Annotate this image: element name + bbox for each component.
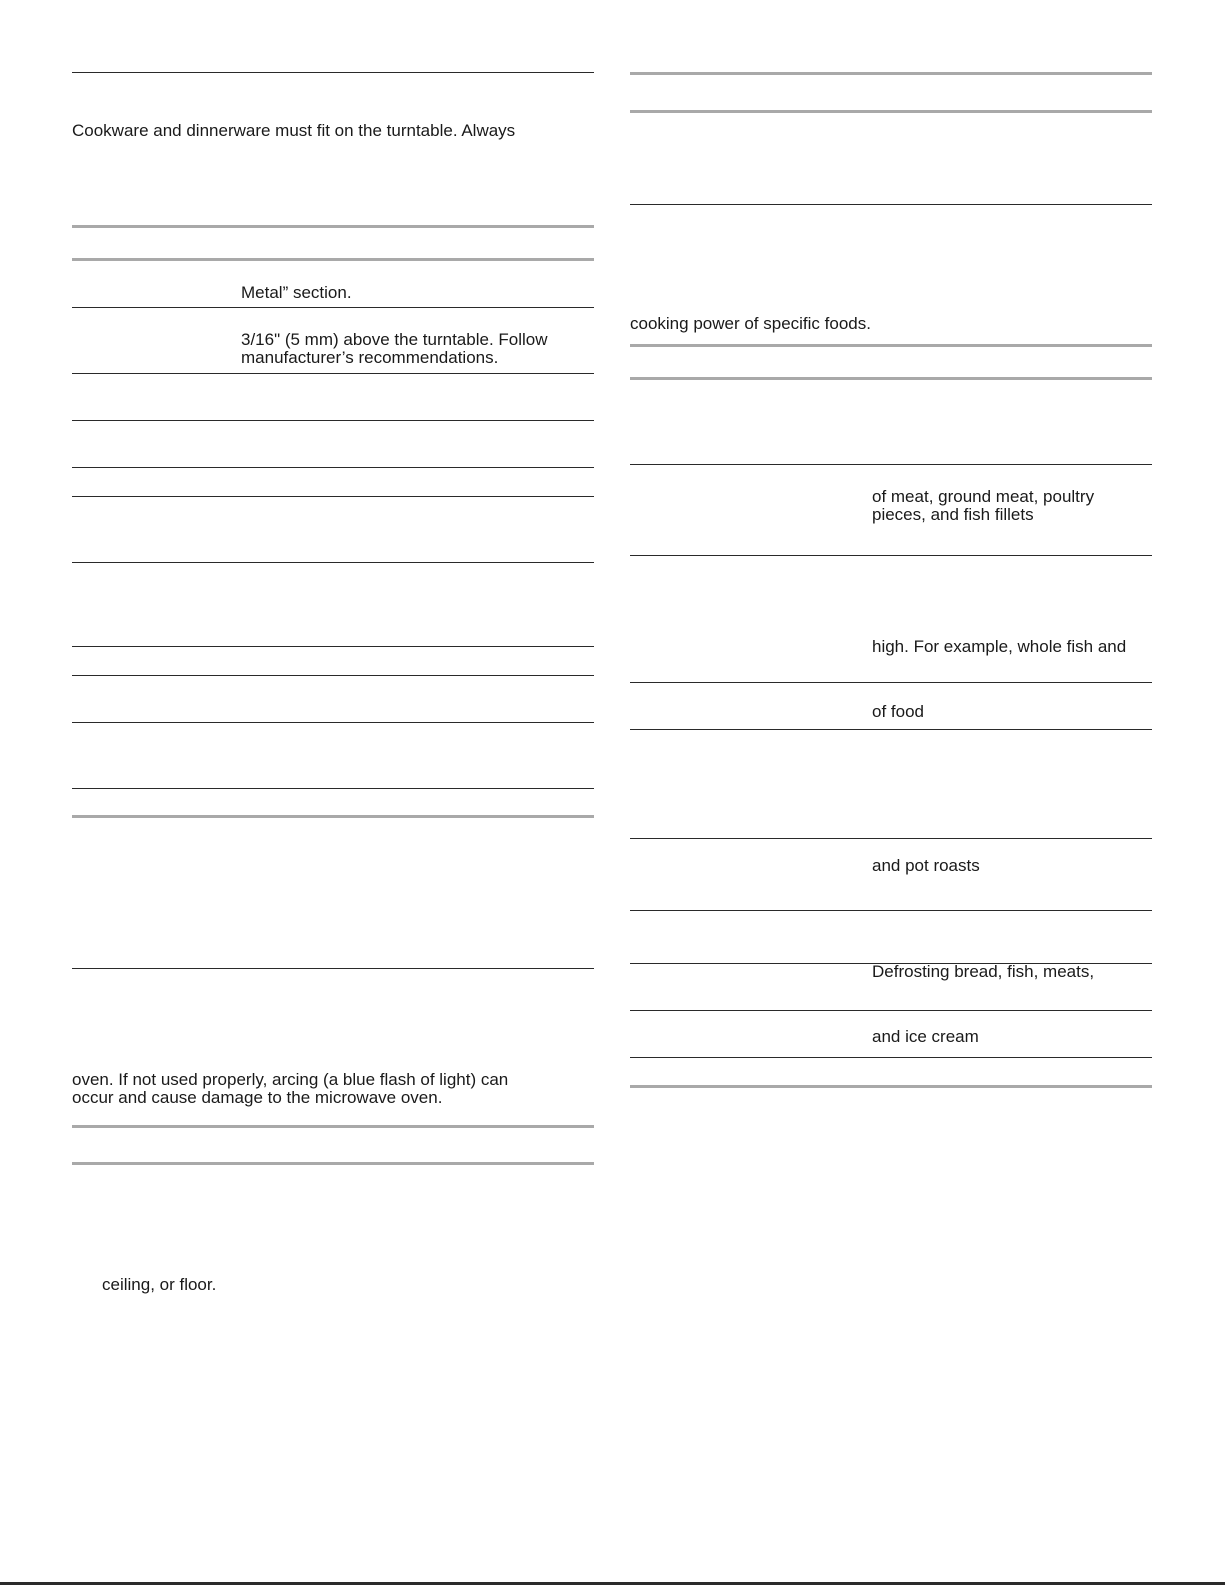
power-table-cell-pot-roasts: and pot roasts [872,856,980,875]
table-row-divider [630,1010,1152,1011]
power-table-cell-ice-cream: and ice cream [872,1027,979,1046]
table-header-rule [72,258,594,261]
section-rule [630,72,1152,75]
section-rule [72,968,594,969]
section-rule [72,1125,594,1128]
table-row-divider [72,496,594,497]
table-bottom-rule [72,815,594,818]
table-row-divider [72,467,594,468]
power-table-cell-high: high. For example, whole fish and [872,637,1127,656]
bullet-item-text: ceiling, or floor. [102,1275,217,1294]
table-row-divider [72,307,594,308]
table-row-divider [72,373,594,374]
table-top-rule [72,225,594,228]
section-rule [630,204,1152,205]
arcing-text-line1: oven. If not used properly, arcing (a blue flash of light) can [72,1070,509,1089]
table-row-divider [72,722,594,723]
power-table-cell-meat-line1: of meat, ground meat, poultry [872,487,1095,506]
table-row-divider [72,562,594,563]
cooking-power-text: cooking power of specific foods. [630,314,871,333]
arcing-text-line2: occur and cause damage to the microwave oven. [72,1088,443,1107]
table-cell-metal-section: Metal” section. [241,283,352,302]
table-row-divider [630,910,1152,911]
power-table-header-rule [630,377,1152,380]
table-row-divider [72,646,594,647]
power-table-bottom-rule [630,1085,1152,1088]
table-row-divider [72,788,594,789]
power-table-cell-meat-line2: pieces, and fish fillets [872,505,1034,524]
cookware-intro-text: Cookware and dinnerware must fit on the turntable. Always [72,121,516,140]
power-table-top-rule [630,344,1152,347]
table-row-divider [630,555,1152,556]
table-row-divider [630,1057,1152,1058]
section-rule [72,72,594,73]
section-rule [72,1162,594,1165]
power-table-cell-defrost: Defrosting bread, fish, meats, [872,962,1095,981]
table-row-divider [630,729,1152,730]
table-row-divider [72,675,594,676]
power-table-cell-food: of food [872,702,924,721]
table-cell-clearance-line2: manufacturer’s recommendations. [241,348,499,367]
table-row-divider [630,682,1152,683]
table-row-divider [630,838,1152,839]
table-cell-clearance-line1: 3/16" (5 mm) above the turntable. Follow [241,330,548,349]
table-row-divider [630,464,1152,465]
table-row-divider [72,420,594,421]
section-rule [630,110,1152,113]
